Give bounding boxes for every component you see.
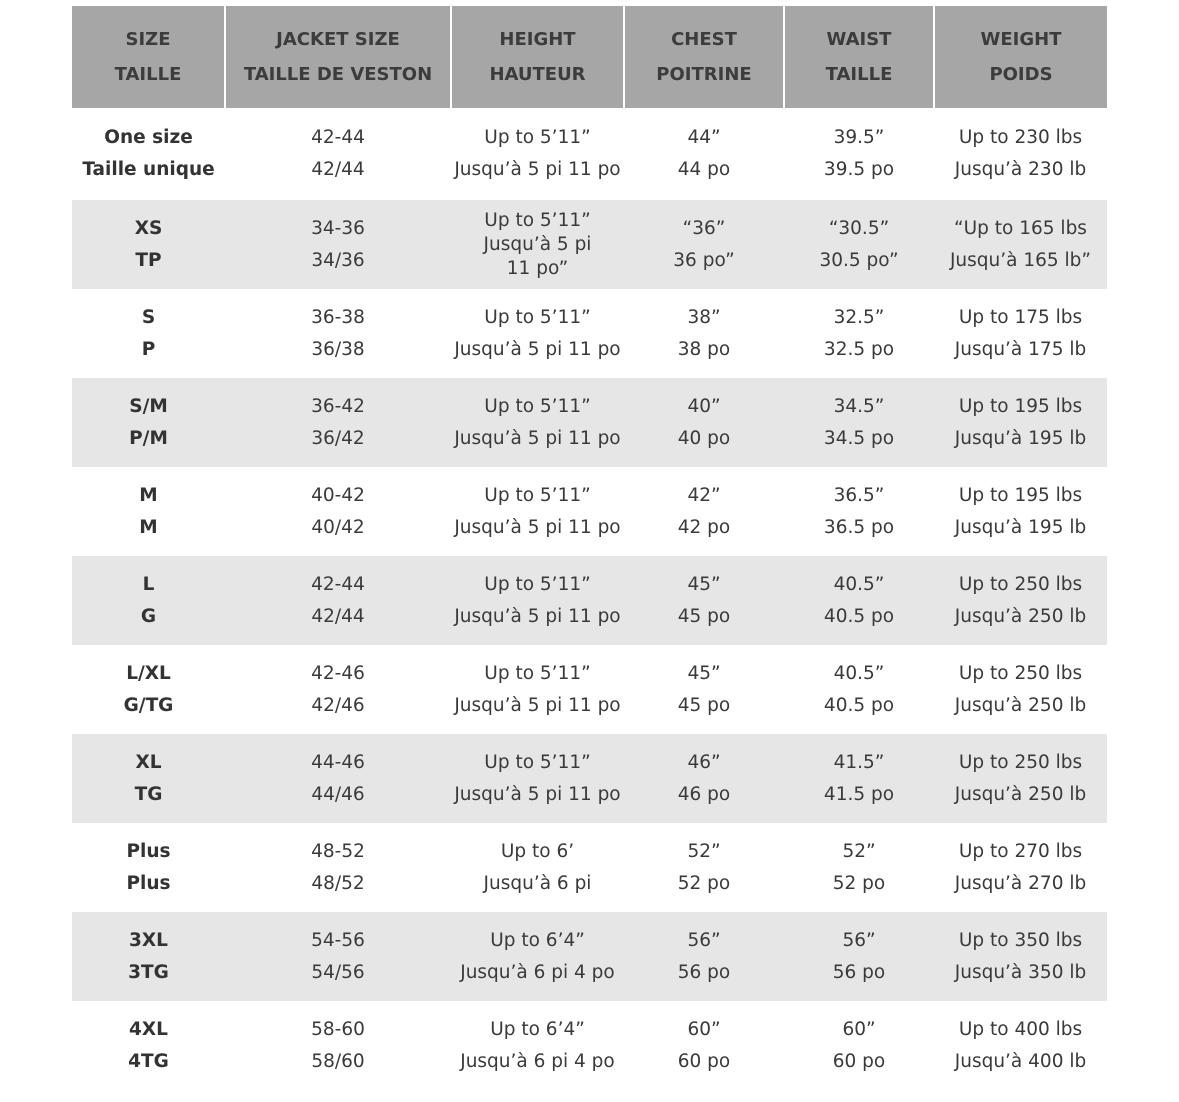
cell-line-fr: 40.5 po bbox=[823, 605, 895, 627]
cell-line-en: Up to 6’4” bbox=[490, 929, 585, 951]
cell-line-fr: 48/52 bbox=[311, 872, 365, 894]
cell-line-en: M bbox=[139, 484, 158, 506]
cell-line-fr: 45 po bbox=[677, 694, 731, 716]
cell-size bbox=[72, 200, 225, 289]
cell-line-en: 38” bbox=[687, 306, 721, 328]
cell-size bbox=[72, 556, 225, 645]
cell-line-en: 42” bbox=[687, 484, 721, 506]
cell-size bbox=[72, 378, 225, 467]
cell-chest bbox=[624, 378, 784, 467]
header-label-en: HEIGHT bbox=[499, 29, 576, 50]
cell-line-fr: 36/38 bbox=[311, 338, 365, 360]
cell-line-fr: P/M bbox=[129, 427, 168, 449]
cell-line-en: 36.5” bbox=[833, 484, 885, 506]
cell-jacket-size bbox=[225, 734, 451, 823]
header-weight bbox=[934, 6, 1107, 108]
cell-line-en: XL bbox=[135, 751, 162, 773]
cell-line-fr: 40.5 po bbox=[823, 694, 895, 716]
header-label-en: WAIST bbox=[826, 29, 892, 50]
cell-line-en: 36-38 bbox=[311, 306, 365, 328]
cell-weight bbox=[934, 200, 1107, 289]
cell-line-fr: 54/56 bbox=[311, 961, 365, 983]
cell-line-fr: Jusqu’à 5 pi 11 po bbox=[454, 694, 621, 716]
cell-line-en: Up to 5’11” bbox=[484, 127, 591, 148]
cell-line-fr: 3TG bbox=[128, 961, 169, 983]
cell-chest bbox=[624, 467, 784, 556]
header-label-fr: POITRINE bbox=[656, 64, 752, 85]
cell-line-en: Up to 5’11” bbox=[484, 662, 591, 684]
cell-waist bbox=[784, 378, 934, 467]
cell-jacket-size bbox=[225, 467, 451, 556]
cell-size bbox=[72, 467, 225, 556]
cell-weight bbox=[934, 467, 1107, 556]
cell-line-fr: Jusqu’à 5 pi 11 po” bbox=[483, 233, 592, 279]
cell-line-en: Up to 6’ bbox=[500, 840, 575, 862]
cell-waist bbox=[784, 289, 934, 378]
cell-height bbox=[451, 912, 624, 1001]
table-row bbox=[72, 108, 1107, 200]
cell-line-fr: P bbox=[141, 338, 156, 360]
cell-line-fr: Jusqu’à 175 lb bbox=[954, 338, 1087, 360]
header-label-fr: TAILLE DE VESTON bbox=[243, 64, 433, 85]
table-header bbox=[72, 6, 1107, 108]
cell-weight bbox=[934, 1001, 1107, 1090]
cell-chest bbox=[624, 1001, 784, 1090]
cell-height bbox=[451, 556, 624, 645]
cell-line-fr: Jusqu’à 5 pi 11 po bbox=[454, 516, 621, 538]
cell-line-fr: 4TG bbox=[128, 1050, 169, 1072]
cell-chest bbox=[624, 823, 784, 912]
cell-line-fr: 40/42 bbox=[311, 516, 365, 538]
cell-line-fr: 30.5 po” bbox=[819, 249, 899, 271]
cell-line-fr: Jusqu’à 250 lb bbox=[954, 694, 1087, 716]
header-row bbox=[72, 6, 1107, 108]
cell-line-fr: G bbox=[140, 605, 157, 627]
cell-line-en: 3XL bbox=[129, 929, 168, 951]
cell-line-en: L bbox=[142, 573, 155, 595]
cell-chest bbox=[624, 556, 784, 645]
cell-line-en: Up to 5’11” bbox=[484, 484, 591, 506]
cell-line-en: 44” bbox=[687, 127, 721, 148]
cell-jacket-size bbox=[225, 1001, 451, 1090]
cell-line-en: 46” bbox=[687, 751, 721, 773]
cell-line-fr: 32.5 po bbox=[823, 338, 895, 360]
cell-line-fr: 44/46 bbox=[311, 783, 365, 805]
cell-waist bbox=[784, 556, 934, 645]
cell-line-en: “30.5” bbox=[828, 217, 890, 239]
cell-line-fr: Jusqu’à 250 lb bbox=[954, 783, 1087, 805]
cell-weight bbox=[934, 645, 1107, 734]
header-label-en: JACKET SIZE bbox=[276, 29, 400, 50]
cell-line-en: 42-44 bbox=[311, 127, 365, 148]
cell-line-fr: 42/44 bbox=[311, 605, 365, 627]
cell-height bbox=[451, 1001, 624, 1090]
cell-line-en: 40.5” bbox=[833, 573, 885, 595]
header-label-fr: HAUTEUR bbox=[489, 64, 586, 85]
cell-weight bbox=[934, 378, 1107, 467]
cell-jacket-size bbox=[225, 912, 451, 1001]
cell-line-fr: Jusqu’à 195 lb bbox=[954, 427, 1087, 449]
cell-line-en: 45” bbox=[687, 573, 721, 595]
cell-line-fr: Jusqu’à 5 pi 11 po bbox=[454, 159, 621, 180]
cell-line-en: 4XL bbox=[129, 1018, 168, 1040]
header-size bbox=[72, 6, 225, 108]
cell-line-en: 45” bbox=[687, 662, 721, 684]
cell-line-en: 34.5” bbox=[833, 395, 885, 417]
cell-line-fr: 52 po bbox=[832, 872, 886, 894]
cell-chest bbox=[624, 108, 784, 200]
cell-chest bbox=[624, 645, 784, 734]
cell-line-en: Up to 5’11” bbox=[484, 395, 591, 417]
cell-line-fr: TP bbox=[135, 249, 162, 271]
cell-line-en: Up to 250 lbs bbox=[958, 751, 1083, 773]
header-label-fr: POIDS bbox=[989, 64, 1053, 85]
cell-line-en: 58-60 bbox=[311, 1018, 365, 1040]
cell-line-fr: 40 po bbox=[677, 427, 731, 449]
cell-weight bbox=[934, 108, 1107, 200]
cell-line-en: 48-52 bbox=[311, 840, 365, 862]
cell-line-fr: Jusqu’à 5 pi 11 po bbox=[454, 605, 621, 627]
cell-jacket-size bbox=[225, 289, 451, 378]
cell-line-fr: Taille unique bbox=[82, 159, 215, 180]
cell-line-fr: 38 po bbox=[677, 338, 731, 360]
table-row bbox=[72, 912, 1107, 1001]
cell-height bbox=[451, 467, 624, 556]
cell-size bbox=[72, 912, 225, 1001]
header-label-fr: TAILLE bbox=[114, 64, 182, 85]
cell-line-fr: 42/44 bbox=[311, 159, 365, 180]
table-row bbox=[72, 645, 1107, 734]
cell-line-en: 34-36 bbox=[311, 217, 365, 239]
cell-size bbox=[72, 289, 225, 378]
cell-waist bbox=[784, 1001, 934, 1090]
cell-line-en: 56” bbox=[687, 929, 721, 951]
cell-line-en: 36-42 bbox=[311, 395, 365, 417]
cell-line-fr: 58/60 bbox=[311, 1050, 365, 1072]
cell-jacket-size bbox=[225, 200, 451, 289]
cell-line-en: Up to 6’4” bbox=[490, 1018, 585, 1040]
cell-line-en: 52” bbox=[842, 840, 876, 862]
header-label-fr: TAILLE bbox=[825, 64, 893, 85]
cell-line-en: One size bbox=[104, 127, 193, 148]
cell-line-en: Up to 5’11” bbox=[484, 306, 591, 328]
cell-line-fr: TG bbox=[134, 783, 163, 805]
cell-chest bbox=[624, 200, 784, 289]
cell-line-en: Up to 5’11” bbox=[484, 209, 591, 231]
table-row bbox=[72, 1001, 1107, 1090]
cell-size bbox=[72, 645, 225, 734]
table-row bbox=[72, 289, 1107, 378]
cell-jacket-size bbox=[225, 823, 451, 912]
table-row bbox=[72, 200, 1107, 289]
cell-chest bbox=[624, 734, 784, 823]
cell-line-fr: 44 po bbox=[677, 159, 731, 180]
header-height bbox=[451, 6, 624, 108]
cell-jacket-size bbox=[225, 556, 451, 645]
cell-line-en: Up to 195 lbs bbox=[958, 395, 1083, 417]
cell-line-en: Up to 5’11” bbox=[484, 573, 591, 595]
header-jacket-size bbox=[225, 6, 451, 108]
cell-line-fr: Jusqu’à 195 lb bbox=[954, 516, 1087, 538]
cell-line-en: “Up to 165 lbs bbox=[954, 217, 1087, 239]
cell-line-fr: Jusqu’à 230 lb bbox=[954, 159, 1087, 180]
header-label-en: SIZE bbox=[125, 29, 171, 50]
cell-line-en: 54-56 bbox=[311, 929, 365, 951]
table-row bbox=[72, 467, 1107, 556]
header-waist bbox=[784, 6, 934, 108]
cell-line-fr: Jusqu’à 6 pi bbox=[483, 872, 592, 894]
cell-line-fr: 34/36 bbox=[311, 249, 365, 271]
cell-line-fr: 42 po bbox=[677, 516, 731, 538]
cell-weight bbox=[934, 823, 1107, 912]
cell-line-fr: Jusqu’à 5 pi 11 po bbox=[454, 338, 621, 360]
cell-line-en: 40.5” bbox=[833, 662, 885, 684]
cell-waist bbox=[784, 823, 934, 912]
cell-waist bbox=[784, 467, 934, 556]
cell-weight bbox=[934, 556, 1107, 645]
table-row bbox=[72, 823, 1107, 912]
cell-line-en: 60” bbox=[842, 1018, 876, 1040]
cell-line-en: XS bbox=[134, 217, 163, 239]
cell-line-en: Up to 175 lbs bbox=[958, 306, 1083, 328]
cell-line-fr: 52 po bbox=[677, 872, 731, 894]
cell-line-en: Up to 250 lbs bbox=[958, 573, 1083, 595]
cell-waist bbox=[784, 734, 934, 823]
cell-height bbox=[451, 823, 624, 912]
cell-line-fr: Jusqu’à 250 lb bbox=[954, 605, 1087, 627]
header-label-en: CHEST bbox=[671, 29, 737, 50]
table-body bbox=[72, 108, 1107, 1090]
cell-height bbox=[451, 378, 624, 467]
cell-line-fr: Jusqu’à 6 pi 4 po bbox=[460, 1050, 615, 1072]
cell-jacket-size bbox=[225, 108, 451, 200]
cell-line-en: 60” bbox=[687, 1018, 721, 1040]
cell-line-fr: 42/46 bbox=[311, 694, 365, 716]
cell-line-fr: 45 po bbox=[677, 605, 731, 627]
cell-line-fr: Jusqu’à 6 pi 4 po bbox=[460, 961, 615, 983]
cell-line-fr: Jusqu’à 165 lb” bbox=[949, 249, 1092, 271]
cell-line-fr: 36/42 bbox=[311, 427, 365, 449]
cell-line-en: Plus bbox=[126, 840, 171, 862]
table-row bbox=[72, 556, 1107, 645]
cell-line-fr: 60 po bbox=[832, 1050, 886, 1072]
cell-size bbox=[72, 823, 225, 912]
cell-line-en: 41.5” bbox=[833, 751, 885, 773]
cell-weight bbox=[934, 912, 1107, 1001]
cell-waist bbox=[784, 645, 934, 734]
cell-line-en: 42-46 bbox=[311, 662, 365, 684]
cell-line-en: L/XL bbox=[126, 662, 171, 684]
cell-waist bbox=[784, 200, 934, 289]
cell-line-en: Up to 350 lbs bbox=[958, 929, 1083, 951]
cell-line-fr: 34.5 po bbox=[823, 427, 895, 449]
cell-line-en: Up to 195 lbs bbox=[958, 484, 1083, 506]
cell-line-fr: Jusqu’à 270 lb bbox=[954, 872, 1087, 894]
cell-line-en: Up to 230 lbs bbox=[958, 127, 1083, 148]
cell-waist bbox=[784, 108, 934, 200]
cell-line-en: Up to 5’11” bbox=[484, 751, 591, 773]
cell-line-en: Up to 250 lbs bbox=[958, 662, 1083, 684]
cell-line-fr: G/TG bbox=[123, 694, 174, 716]
cell-line-en: S/M bbox=[129, 395, 168, 417]
cell-weight bbox=[934, 289, 1107, 378]
cell-line-fr: 36.5 po bbox=[823, 516, 895, 538]
cell-size bbox=[72, 1001, 225, 1090]
cell-waist bbox=[784, 912, 934, 1001]
cell-line-en: 42-44 bbox=[311, 573, 365, 595]
header-chest bbox=[624, 6, 784, 108]
cell-jacket-size bbox=[225, 378, 451, 467]
cell-line-fr: 36 po” bbox=[673, 249, 735, 271]
cell-size bbox=[72, 734, 225, 823]
cell-line-fr: Plus bbox=[126, 872, 171, 894]
table-row bbox=[72, 378, 1107, 467]
cell-line-fr: 60 po bbox=[677, 1050, 731, 1072]
cell-line-en: Up to 270 lbs bbox=[958, 840, 1083, 862]
cell-line-en: 56” bbox=[842, 929, 876, 951]
cell-chest bbox=[624, 289, 784, 378]
cell-height bbox=[451, 108, 624, 200]
cell-line-en: 32.5” bbox=[833, 306, 885, 328]
cell-jacket-size bbox=[225, 645, 451, 734]
cell-line-en: 40-42 bbox=[311, 484, 365, 506]
cell-height bbox=[451, 645, 624, 734]
cell-line-en: 52” bbox=[687, 840, 721, 862]
cell-line-fr: 56 po bbox=[832, 961, 886, 983]
cell-height bbox=[451, 734, 624, 823]
cell-line-fr: 39.5 po bbox=[823, 159, 895, 180]
cell-line-fr: Jusqu’à 400 lb bbox=[954, 1050, 1087, 1072]
cell-line-fr: Jusqu’à 5 pi 11 po bbox=[454, 427, 621, 449]
cell-weight bbox=[934, 734, 1107, 823]
cell-height bbox=[451, 200, 624, 289]
cell-line-en: S bbox=[141, 306, 156, 328]
cell-chest bbox=[624, 912, 784, 1001]
cell-line-fr: Jusqu’à 350 lb bbox=[954, 961, 1087, 983]
cell-line-fr: 41.5 po bbox=[823, 783, 895, 805]
cell-line-fr: 56 po bbox=[677, 961, 731, 983]
size-chart-table bbox=[72, 6, 1107, 1090]
cell-line-fr: 46 po bbox=[677, 783, 731, 805]
table-row bbox=[72, 734, 1107, 823]
cell-line-en: 40” bbox=[687, 395, 721, 417]
cell-size bbox=[72, 108, 225, 200]
header-label-en: WEIGHT bbox=[980, 29, 1062, 50]
cell-line-en: Up to 400 lbs bbox=[958, 1018, 1083, 1040]
cell-line-en: 39.5” bbox=[833, 127, 885, 148]
cell-line-fr: Jusqu’à 5 pi 11 po bbox=[454, 783, 621, 805]
cell-height bbox=[451, 289, 624, 378]
cell-line-fr: M bbox=[139, 516, 158, 538]
cell-line-en: 44-46 bbox=[311, 751, 365, 773]
cell-line-en: “36” bbox=[682, 217, 726, 239]
